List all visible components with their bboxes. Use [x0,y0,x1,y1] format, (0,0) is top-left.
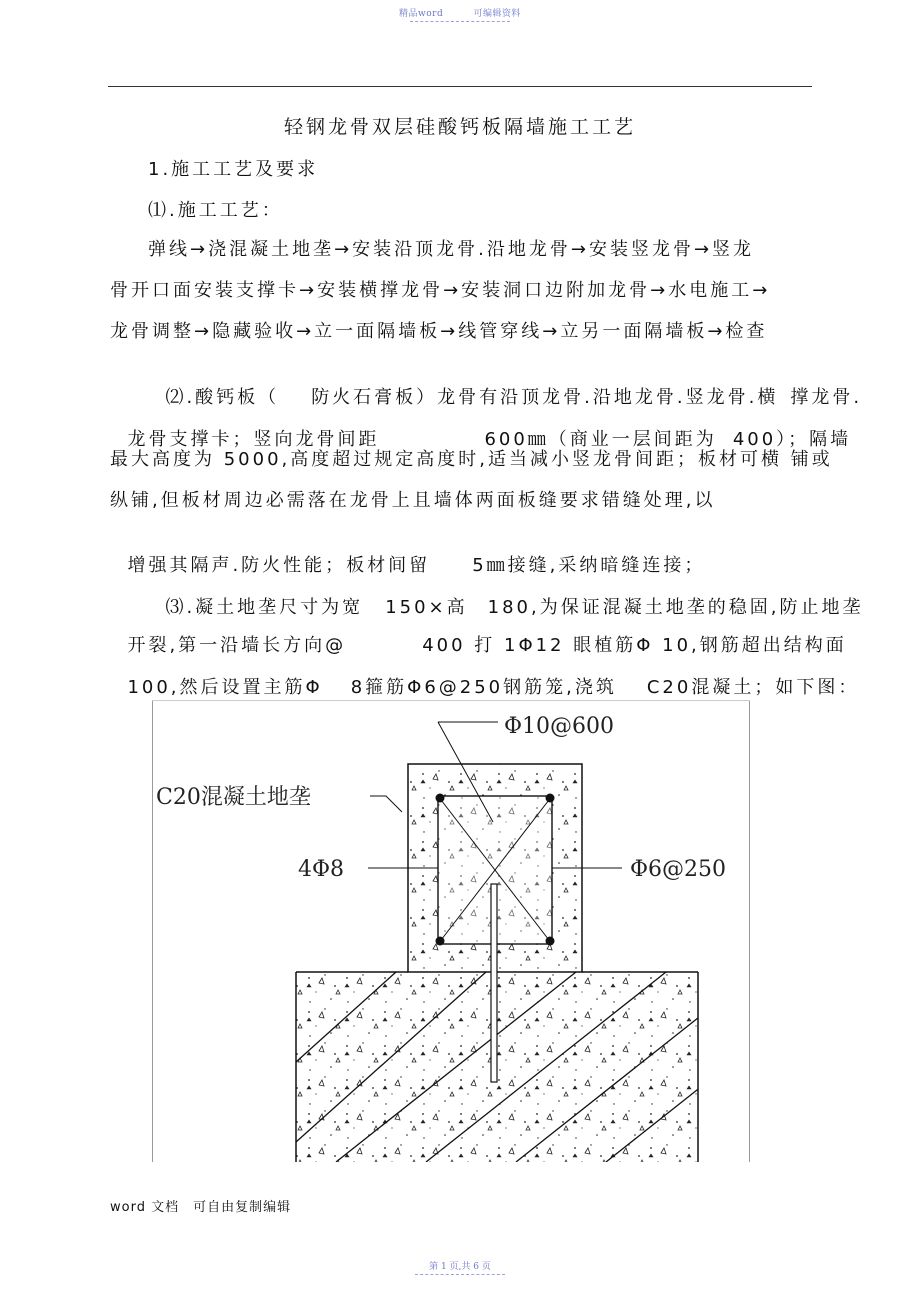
section-heading: 1.施工工艺及要求 [148,159,319,180]
item1-line-1: 弹线→浇混凝土地垄→安装沿顶龙骨.沿地龙骨→安装竖龙骨→竖龙 [148,239,755,260]
label-stirrup-spacing: Φ6@250 [630,857,727,882]
item2-line-1c: 撑龙骨. [790,387,863,408]
header-dash-line [410,21,510,22]
header-left-text: 精品word [399,9,444,19]
label-dowel-spacing: Φ10@600 [504,714,615,739]
item3-line-1c: 180,为保证混凝土地垄的稳固,防止地垄 [487,597,864,618]
item2-line-1b: 防火石膏板）龙骨有沿顶龙骨.沿地龙骨.竖龙骨.横 [311,387,779,408]
item2-line-5 [110,530,705,577]
dowel-bar [491,884,497,1082]
footer-dash-line [415,1274,505,1275]
leader-left [370,796,402,812]
item2-line-3: 最大高度为 5000,高度超过规定高度时,适当减小竖龙骨间距；板材可横 铺或 [110,449,833,470]
item3-line-2b: 400 打 1Φ12 眼植筋Φ 10,钢筋超出结构面 [422,635,847,656]
item2-line-2b: 600㎜（商业一层间距为 [484,429,717,450]
main-bar-3 [436,937,445,946]
item1-heading: ⑴.施工工艺： [148,200,283,221]
item1-line-2: 骨开口面安装支撑卡→安装横撑龙骨→安装洞口边附加龙骨→水电施工→ [110,280,771,301]
page-header [0,6,920,22]
item2-line-2 [110,404,851,451]
page-number-text: 第 1 页,共 6 页 [429,1262,491,1272]
item2-line-1 [148,362,862,409]
document-title: 轻钢龙骨双层硅酸钙板隔墙施工工艺 [283,116,636,138]
item3-line-3a: 100,然后设置主筋Φ [127,677,323,698]
item2-line-4: 纵铺,但板材周边必需落在龙骨上且墙体两面板缝要求错缝处理,以 [110,490,716,511]
header-rule [108,86,812,87]
item3-line-2a: 开裂,第一沿墙长方向@ [127,635,347,656]
item2-line-2c: 400）；隔墙 [732,429,852,450]
page-number [0,1259,920,1275]
item2-line-2a: 龙骨支撑卡；竖向龙骨间距 [127,429,380,450]
ground-beam-section-figure [152,700,750,1162]
item2-line-5a: 增强其隔声.防火性能；板材间留 [127,555,431,576]
item3-line-1b: 150×高 [385,597,468,618]
item3-line-1a: ⑶.凝土地垄尺寸为宽 [165,597,364,618]
footer-note: word 文档 可自由复制编辑 [110,1200,292,1215]
main-bar-1 [436,794,445,803]
header-right-text: 可编辑资料 [473,9,521,19]
item3-line-3c: C20混凝土；如下图： [646,677,860,698]
label-ground-beam: C20混凝土地垄 [156,785,311,810]
item3-line-3 [110,652,859,699]
item1-line-3: 龙骨调整→隐藏验收→立一面隔墙板→线管穿线→立另一面隔墙板→检查 [110,321,768,342]
item3-line-3b: 8箍筋Φ6@250钢筋笼,浇筑 [350,677,617,698]
item2-line-5b: 5㎜接缝,采纳暗缝连接； [472,555,706,576]
item2-line-1a: ⑵.酸钙板（ [165,387,280,408]
concrete-slab [296,972,750,1162]
main-bar-4 [546,937,555,946]
main-bar-2 [546,794,555,803]
item3-line-2 [110,610,847,657]
label-main-bars: 4Φ8 [298,857,345,882]
